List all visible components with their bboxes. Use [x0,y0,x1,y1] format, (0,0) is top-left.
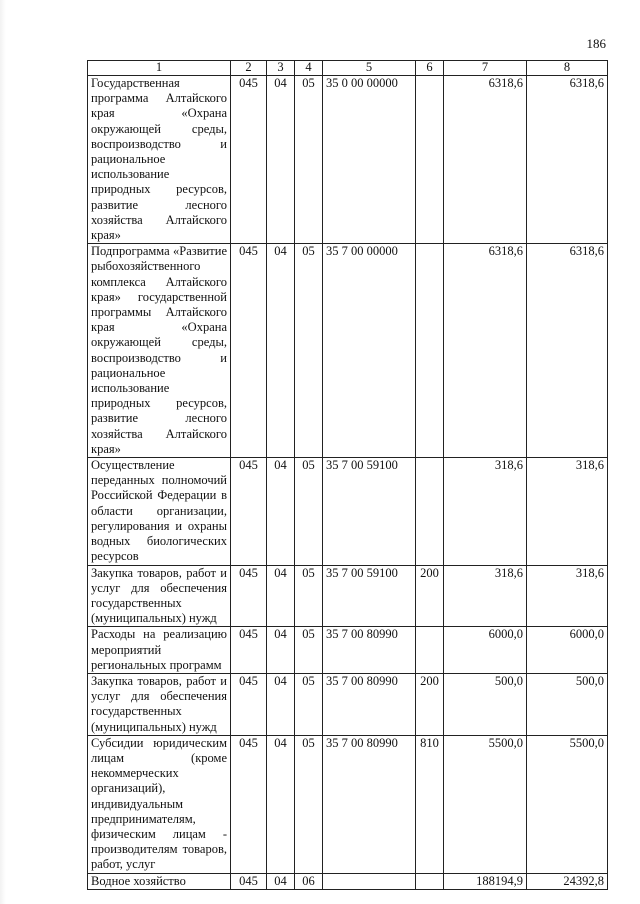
target-item-code: 35 7 00 80990 [323,627,416,674]
scan-edge [0,0,6,904]
column-number: 7 [444,61,527,76]
column-number-row [88,61,608,76]
subsection-code: 05 [295,627,323,674]
amount-year-2: 500,0 [527,673,608,735]
item-name: Осуществление переданных полномочий Российской Федерации в области организации, регулирования и охраны водных биологических ресурсов [88,458,231,565]
subsection-code: 05 [295,735,323,873]
target-item-code: 35 7 00 00000 [323,244,416,458]
target-item-code: 35 7 00 59100 [323,458,416,565]
column-number: 8 [527,61,608,76]
budget-table [87,60,608,890]
ministry-code: 045 [231,76,267,244]
column-number: 5 [323,61,416,76]
item-name: Расходы на реализацию мероприятий региональных программ [88,627,231,674]
column-number: 1 [88,61,231,76]
target-item-code: 35 7 00 80990 [323,735,416,873]
amount-year-1: 500,0 [444,673,527,735]
table-row [88,873,608,889]
section-code: 04 [267,627,295,674]
expense-type-code [416,76,444,244]
table-row [88,458,608,565]
page-number: 186 [586,36,606,51]
subsection-code: 05 [295,244,323,458]
expense-type-code: 810 [416,735,444,873]
ministry-code: 045 [231,244,267,458]
target-item-code: 35 0 00 00000 [323,76,416,244]
section-code: 04 [267,458,295,565]
expense-type-code: 200 [416,565,444,627]
amount-year-2: 6000,0 [527,627,608,674]
subsection-code: 05 [295,76,323,244]
subsection-code: 06 [295,873,323,889]
ministry-code: 045 [231,873,267,889]
item-name: Водное хозяйство [88,873,231,889]
subsection-code: 05 [295,458,323,565]
column-number: 6 [416,61,444,76]
expense-type-code: 200 [416,673,444,735]
section-code: 04 [267,76,295,244]
item-name: Подпрограмма «Развитие рыбохозяйственного комплекса Алтайского края» государственной программы Алтайского края «Охрана окружающей среды, воспроизводство и рациональное использование природных ресурсов, развитие лесного хозяйства Алтайского края» [88,244,231,458]
subsection-code: 05 [295,565,323,627]
section-code: 04 [267,244,295,458]
ministry-code: 045 [231,673,267,735]
target-item-code [323,873,416,889]
column-number: 2 [231,61,267,76]
table-row [88,565,608,627]
amount-year-1: 318,6 [444,565,527,627]
item-name: Закупка товаров, работ и услуг для обеспечения государственных (муниципальных) нужд [88,565,231,627]
amount-year-1: 188194,9 [444,873,527,889]
column-number: 4 [295,61,323,76]
expense-type-code [416,244,444,458]
ministry-code: 045 [231,735,267,873]
amount-year-2: 318,6 [527,565,608,627]
expense-type-code [416,458,444,565]
section-code: 04 [267,873,295,889]
ministry-code: 045 [231,627,267,674]
ministry-code: 045 [231,458,267,565]
table-row [88,673,608,735]
amount-year-2: 6318,6 [527,244,608,458]
table-row [88,244,608,458]
item-name: Государственная программа Алтайского края «Охрана окружающей среды, воспроизводство и рациональное использование природных ресурсов, развитие лесного хозяйства Алтайского края» [88,76,231,244]
table-row [88,735,608,873]
column-number: 3 [267,61,295,76]
ministry-code: 045 [231,565,267,627]
section-code: 04 [267,673,295,735]
subsection-code: 05 [295,673,323,735]
amount-year-2: 5500,0 [527,735,608,873]
target-item-code: 35 7 00 59100 [323,565,416,627]
amount-year-1: 318,6 [444,458,527,565]
table-row [88,76,608,244]
amount-year-2: 318,6 [527,458,608,565]
expense-type-code [416,627,444,674]
section-code: 04 [267,735,295,873]
expense-type-code [416,873,444,889]
item-name: Закупка товаров, работ и услуг для обеспечения государственных (муниципальных) нужд [88,673,231,735]
item-name: Субсидии юридическим лицам (кроме некоммерческих организаций), индивидуальным предпринимателям, физическим лицам - производителям товаров, работ, услуг [88,735,231,873]
target-item-code: 35 7 00 80990 [323,673,416,735]
table-row [88,627,608,674]
amount-year-1: 5500,0 [444,735,527,873]
amount-year-2: 6318,6 [527,76,608,244]
amount-year-1: 6318,6 [444,76,527,244]
amount-year-1: 6318,6 [444,244,527,458]
section-code: 04 [267,565,295,627]
amount-year-2: 24392,8 [527,873,608,889]
amount-year-1: 6000,0 [444,627,527,674]
